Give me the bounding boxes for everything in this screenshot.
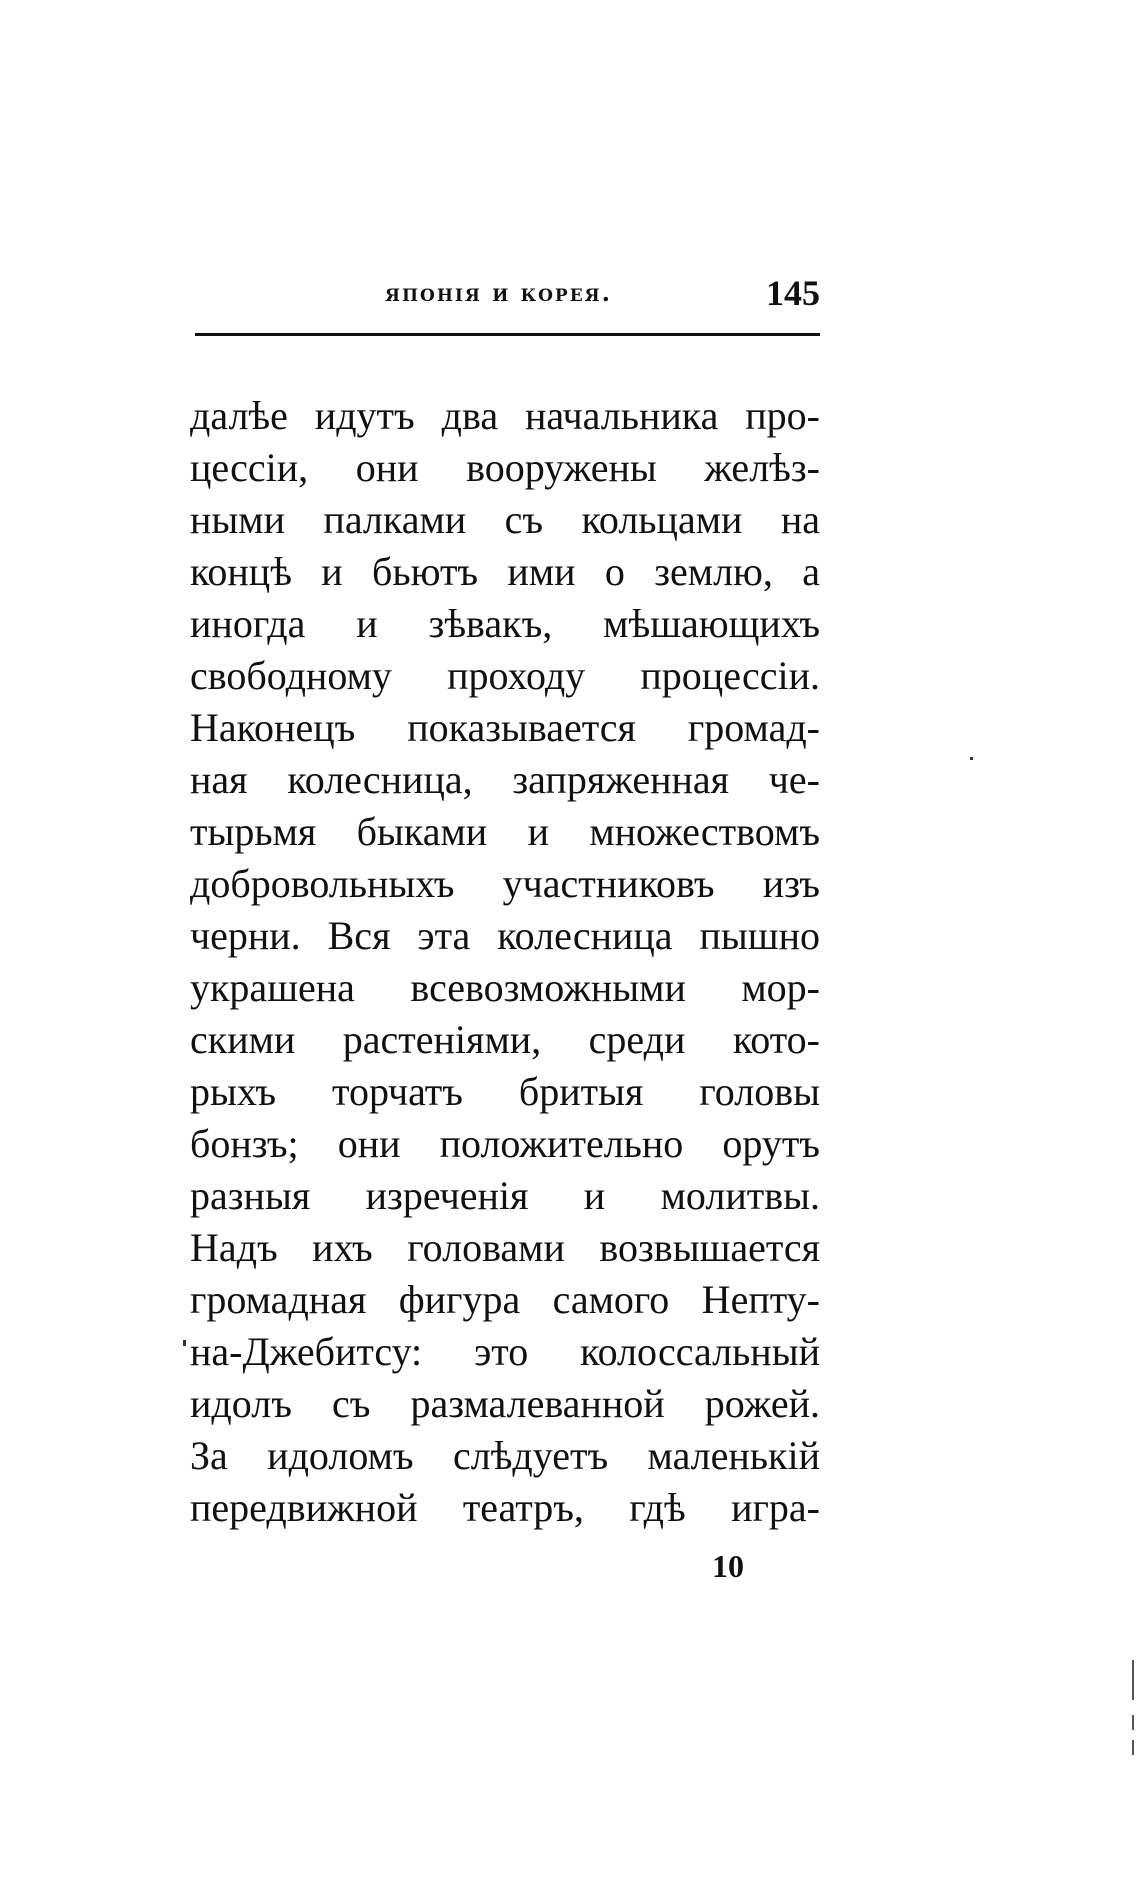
page-number: 145 — [766, 273, 820, 313]
text-line: ными палками съ кольцами на — [190, 497, 820, 542]
scan-speck — [970, 757, 973, 760]
body-text — [190, 390, 820, 1534]
scan-edge-mark — [1132, 1715, 1134, 1730]
text-line: иногда и зѣвакъ, мѣшающихъ — [190, 601, 820, 646]
text-line: украшена всевозможными мор- — [190, 965, 820, 1010]
text-line: Наконецъ показывается громад- — [190, 705, 820, 750]
text-line: ная колесница, запряженная че- — [190, 757, 820, 802]
scan-edge-mark — [1132, 1660, 1134, 1700]
text-line: концѣ и бьютъ ими о землю, а — [190, 549, 820, 594]
text-line: идолъ съ размалеванной рожей. — [190, 1381, 820, 1426]
scan-edge-mark — [1132, 1740, 1134, 1755]
signature-mark: 10 — [712, 1548, 744, 1584]
running-head — [195, 272, 820, 322]
text-line: разныя изреченія и молитвы. — [190, 1173, 820, 1218]
text-line: рыхъ торчатъ бритыя головы — [190, 1069, 820, 1114]
text-line: черни. Вся эта колесница пышно — [190, 913, 820, 958]
text-line: Надъ ихъ головами возвышается — [190, 1225, 820, 1270]
text-line: За идоломъ слѣдуетъ маленькій — [190, 1433, 820, 1478]
text-line: далѣе идутъ два начальника про- — [190, 393, 820, 438]
text-line: на-Джебитсу: это колоссальный — [190, 1329, 820, 1374]
text-line: скими растеніями, среди кото- — [190, 1017, 820, 1062]
text-line: цессіи, они вооружены желѣз- — [190, 445, 820, 490]
text-line: свободному проходу процессіи. — [190, 653, 820, 698]
text-line: тырьмя быками и множествомъ — [190, 809, 820, 854]
text-line: громадная фигура самого Непту- — [190, 1277, 820, 1322]
text-line: бонзъ; они положительно орутъ — [190, 1121, 820, 1166]
running-title: японія и корея. — [385, 278, 612, 307]
text-line: передвижной театръ, гдѣ игра- — [190, 1485, 820, 1530]
header-rule — [195, 333, 820, 336]
scan-speck — [183, 1340, 186, 1346]
text-line: добровольныхъ участниковъ изъ — [190, 861, 820, 906]
